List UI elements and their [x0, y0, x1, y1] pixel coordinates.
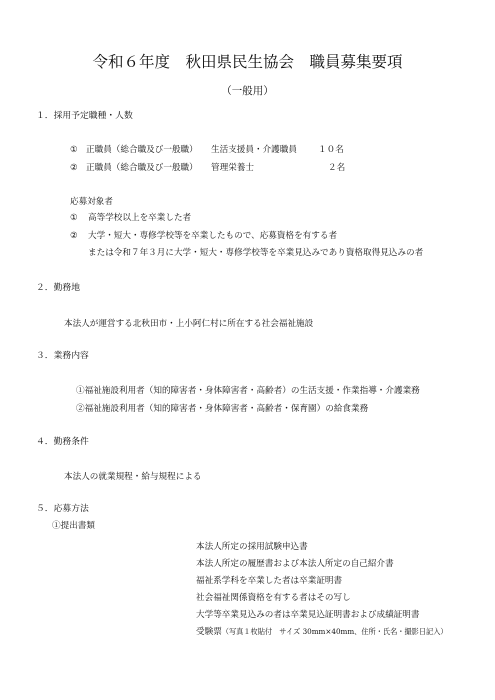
duty-item: ②福祉施設利用者（知的障害者・身体障害者・高齢者・保育園）の給食業務	[76, 404, 369, 414]
position-num: ①	[70, 145, 78, 155]
section-4-heading: ４．勤務条件	[36, 437, 89, 447]
work-location-text: 本法人が運営する北秋田市・上小阿仁村に所在する社会福祉施設	[64, 319, 314, 329]
submission-docs-heading: ①提出書類	[52, 521, 95, 531]
doc-item: 大学等卒業見込みの者は卒業見込証明書および成績証明書	[196, 610, 420, 620]
section-3-heading: ３．業務内容	[36, 351, 89, 361]
eligibility-note: または令和７年３月に大学・短大・専修学校等を卒業見込みであり資格取得見込みの者	[88, 248, 424, 258]
position-count: １０名	[318, 145, 344, 155]
eligibility-num: ②	[70, 231, 78, 241]
section-1-heading: １．採用予定職種・人数	[36, 111, 133, 121]
photo-label: 受験票	[196, 627, 222, 637]
eligibility-num: ①	[70, 213, 78, 223]
photo-note: （写真１枚貼付 サイズ 30mm×40mm、住所・氏名・撮影日記入）	[221, 627, 448, 636]
work-conditions-text: 本法人の就業規程・給与規程による	[64, 472, 202, 482]
eligibility-text: 高等学校以上を卒業した者	[88, 213, 192, 223]
doc-item: 本法人所定の履歴書および本法人所定の自己紹介書	[196, 559, 394, 569]
position-job: 管理栄養士	[211, 163, 254, 173]
page-subtitle: （一般用）	[221, 85, 274, 97]
position-job: 生活支援員・介護職員	[211, 145, 297, 155]
doc-item-photo	[196, 626, 448, 638]
section-2-heading: ２．勤務地	[36, 283, 80, 293]
doc-item: 社会福祉関係資格を有する者はその写し	[196, 593, 351, 603]
eligibility-text: 大学・短大・専修学校等を卒業したもので、応募資格を有する者	[88, 231, 338, 241]
position-count: ２名	[328, 163, 346, 173]
position-type: 正職員（総合職及び一般職）	[86, 145, 198, 155]
position-type: 正職員（総合職及び一般職）	[86, 163, 198, 173]
doc-item: 福祉系学科を卒業した者は卒業証明書	[196, 576, 343, 586]
duty-item: ①福祉施設利用者（知的障害者・身体障害者・高齢者）の生活支援・作業指導・介護業務	[76, 386, 420, 396]
eligibility-heading: 応募対象者	[70, 197, 113, 207]
doc-item: 本法人所定の採用試験申込書	[196, 542, 308, 552]
page-title: 令和６年度 秋田県民生協会 職員募集要項	[92, 53, 403, 71]
position-num: ②	[70, 163, 78, 173]
section-5-heading: ５．応募方法	[36, 504, 89, 514]
